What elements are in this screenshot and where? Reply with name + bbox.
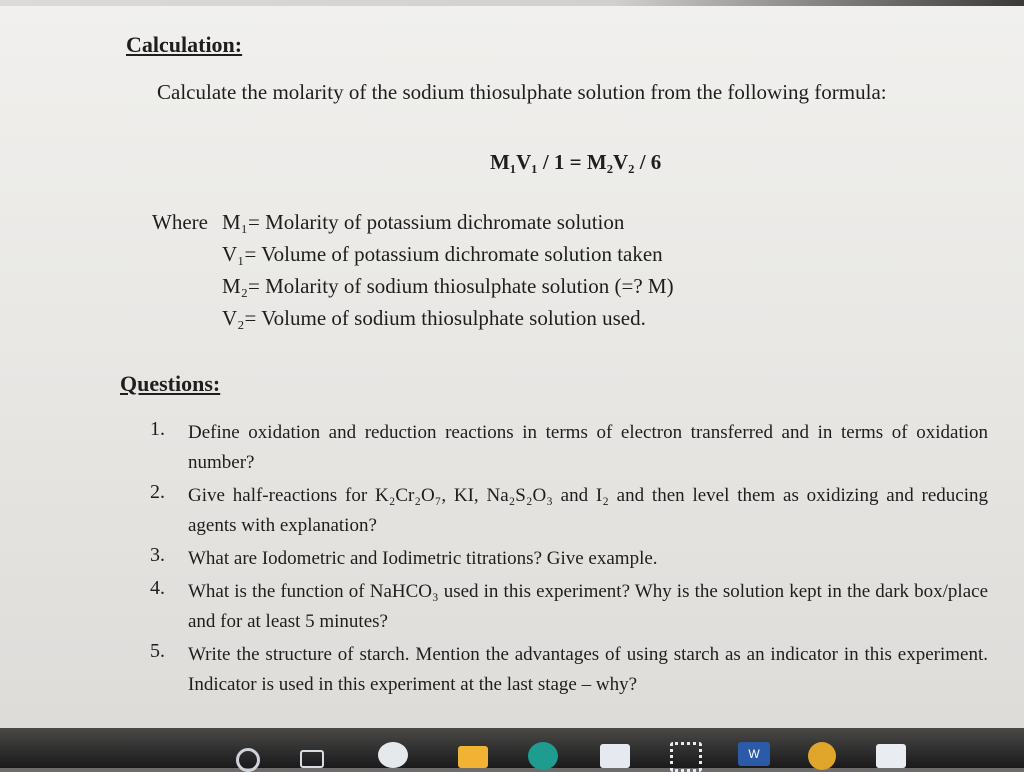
- question-text: What are Iodometric and Iodimetric titrations? Give example.: [188, 548, 658, 569]
- definition-meaning: = Volume of potassium dichromate solution taken: [244, 242, 663, 266]
- calculation-heading: Calculation:: [126, 32, 243, 57]
- question-text: Write the structure of starch. Mention the advantages of using starch as an indicator in this experiment. Indicator is used in this experiment at the last stage – why?: [188, 644, 988, 695]
- question-text: Define oxidation and reduction reactions in terms of electron transferred and in terms of oxidation number?: [188, 422, 988, 473]
- definition-symbol: M₂: [222, 274, 248, 298]
- definition-meaning: = Molarity of sodium thiosulphate solution (=? M): [248, 274, 674, 298]
- question-text: Give half-reactions for K₂Cr₂O₇, KI, Na₂S₂O₃ and I₂ and then level them as oxidizing and reducing agents with explanation?: [188, 485, 988, 536]
- file-explorer-icon[interactable]: [458, 746, 488, 768]
- questions-heading: Questions:: [120, 371, 221, 396]
- definition-row: [152, 270, 674, 302]
- word-icon[interactable]: W: [738, 742, 770, 766]
- question-item: [150, 640, 1000, 700]
- question-item: [150, 418, 1000, 478]
- top-edge: [0, 0, 1024, 6]
- question-text: What is the function of NaHCO₃ used in this experiment? Why is the solution kept in the dark box/place and for at least 5 minutes?: [188, 581, 988, 632]
- definition-meaning: = Molarity of potassium dichromate solution: [248, 210, 625, 234]
- settings-icon[interactable]: [378, 742, 408, 768]
- question-number: 1.: [150, 418, 165, 440]
- question-item: [150, 481, 1000, 541]
- definition-symbol: V₁: [222, 242, 245, 266]
- question-number: 4.: [150, 577, 165, 599]
- photos-icon[interactable]: [876, 744, 906, 768]
- question-number: 3.: [150, 544, 165, 566]
- chrome-icon[interactable]: [808, 742, 836, 770]
- question-number: 2.: [150, 481, 165, 503]
- definition-row: [152, 238, 674, 270]
- definition-row: [152, 302, 674, 334]
- molarity-formula: M₁V₁ / 1 = M₂V₂ / 6: [490, 150, 662, 174]
- definition-row: [152, 206, 674, 238]
- definitions-block: [152, 206, 674, 334]
- question-item: [150, 577, 1000, 637]
- cortana-icon[interactable]: [236, 748, 260, 772]
- questions-list: [150, 418, 1000, 703]
- task-view-icon[interactable]: [300, 750, 324, 768]
- mail-icon[interactable]: [600, 744, 630, 768]
- edge-icon[interactable]: [528, 742, 558, 770]
- question-item: [150, 544, 1000, 574]
- definition-meaning: = Volume of sodium thiosulphate solution used.: [244, 306, 646, 330]
- question-number: 5.: [150, 640, 165, 662]
- definition-symbol: V₂: [222, 306, 245, 330]
- definition-symbol: M₁: [222, 210, 248, 234]
- where-label: Where: [152, 210, 208, 234]
- taskbar: [0, 728, 1024, 768]
- calculation-instruction: Calculate the molarity of the sodium thiosulphate solution from the following formula:: [157, 80, 887, 104]
